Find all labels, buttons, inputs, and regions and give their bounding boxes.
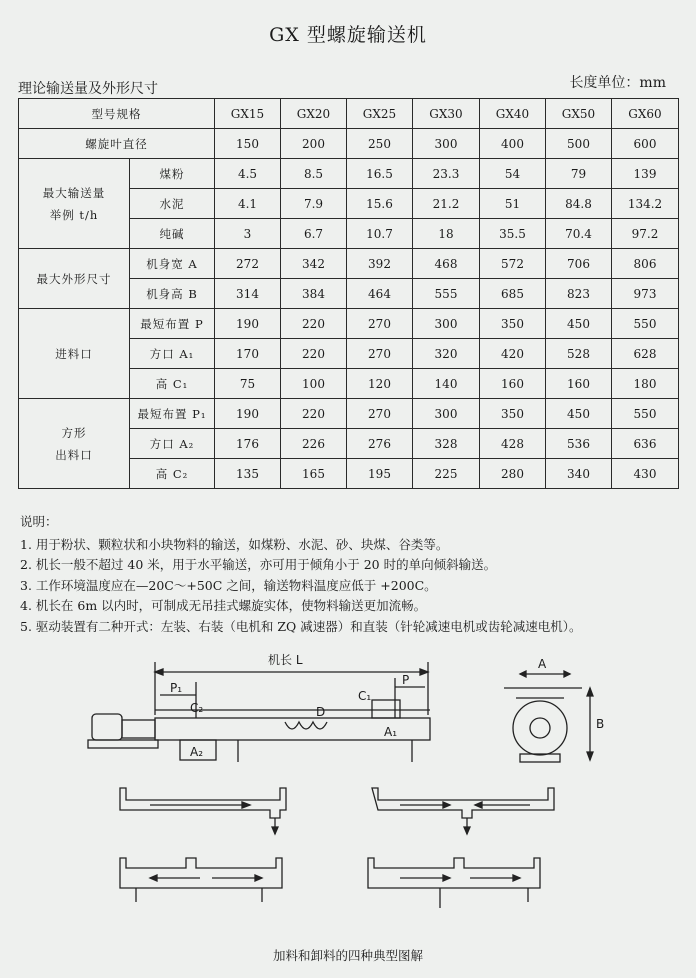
table-cell: 280 — [480, 459, 546, 489]
table-cell: 340 — [546, 459, 612, 489]
p-label: P — [402, 673, 410, 687]
table-cell: 300 — [413, 129, 480, 159]
layout-diagram-2 — [372, 788, 554, 834]
table-cell: 528 — [546, 339, 612, 369]
model-cell: GX40 — [480, 99, 546, 129]
table-cell: 270 — [347, 399, 413, 429]
table-cell: 276 — [347, 429, 413, 459]
group-label — [19, 309, 130, 399]
model-cell: GX30 — [413, 99, 480, 129]
inlet-port — [372, 700, 400, 718]
table-cell: 225 — [413, 459, 480, 489]
table-cell: 140 — [413, 369, 480, 399]
table-cell: 428 — [480, 429, 546, 459]
table-cell: 384 — [281, 279, 347, 309]
table-cell: 3 — [215, 219, 281, 249]
table-cell: 450 — [546, 309, 612, 339]
table-cell: 16.5 — [347, 159, 413, 189]
table-cell: 7.9 — [281, 189, 347, 219]
table-cell: 464 — [347, 279, 413, 309]
table-cell: 220 — [281, 399, 347, 429]
table-cell: 572 — [480, 249, 546, 279]
table-cell: 314 — [215, 279, 281, 309]
model-cell: GX20 — [281, 99, 347, 129]
table-cell: 160 — [546, 369, 612, 399]
a2-label: A₂ — [190, 745, 204, 759]
gearbox — [122, 720, 155, 738]
table-cell: 272 — [215, 249, 281, 279]
model-cell: GX60 — [612, 99, 679, 129]
screw-flight — [285, 722, 327, 729]
table-header-row — [19, 99, 679, 129]
table-cell: 180 — [612, 369, 679, 399]
note-item: 2. 机长一般不超过 40 米，用于水平输送，亦可用于倾角小于 20 时的单向倾斜输送。 — [20, 557, 497, 572]
drive-base — [88, 740, 158, 748]
table-cell: 250 — [347, 129, 413, 159]
table-cell: 176 — [215, 429, 281, 459]
table-cell: 190 — [215, 309, 281, 339]
table-cell: 536 — [546, 429, 612, 459]
table-cell: 75 — [215, 369, 281, 399]
group-label-line: 举例 t/h — [49, 207, 99, 222]
table-cell: 135 — [215, 459, 281, 489]
table-cell: 636 — [612, 429, 679, 459]
table-row — [19, 309, 679, 339]
table-cell: 170 — [215, 339, 281, 369]
table-cell: 23.3 — [413, 159, 480, 189]
cross-section — [504, 671, 593, 762]
table-cell: 270 — [347, 339, 413, 369]
table-cell: 400 — [480, 129, 546, 159]
table-cell: 342 — [281, 249, 347, 279]
table-cell: 21.2 — [413, 189, 480, 219]
table-cell: 200 — [281, 129, 347, 159]
table-cell: 430 — [612, 459, 679, 489]
group-label — [19, 399, 130, 489]
c1-label: C₁ — [358, 689, 372, 703]
table-cell: 550 — [612, 399, 679, 429]
model-cell: GX15 — [215, 99, 281, 129]
table-cell: 300 — [413, 309, 480, 339]
table-subtitle: 理论输送量及外形尺寸 — [18, 81, 158, 97]
layout-diagram-4 — [368, 858, 540, 908]
c2-label: C₂ — [190, 701, 204, 715]
motor — [92, 714, 122, 740]
table-cell: 195 — [347, 459, 413, 489]
row-label: 方口 A₂ — [130, 429, 215, 459]
row-label: 最短布置 P — [130, 309, 215, 339]
table-row — [19, 249, 679, 279]
b-label: B — [596, 717, 605, 731]
table-cell: 420 — [480, 339, 546, 369]
d-label: D — [316, 705, 326, 719]
table-cell: 600 — [612, 129, 679, 159]
a-label: A — [538, 657, 547, 671]
table-cell: 806 — [612, 249, 679, 279]
table-cell: 54 — [480, 159, 546, 189]
table-cell: 628 — [612, 339, 679, 369]
table-cell: 550 — [612, 309, 679, 339]
note-item: 4. 机长在 6m 以内时，可制成无吊挂式螺旋实体，使物料输送更加流畅。 — [20, 598, 427, 613]
model-cell: GX50 — [546, 99, 612, 129]
table-cell: 300 — [413, 399, 480, 429]
table-cell: 350 — [480, 309, 546, 339]
group-label — [19, 159, 130, 249]
unit-label: 长度单位：mm — [569, 75, 666, 91]
row-label: 机身宽 A — [130, 249, 215, 279]
table-cell: 350 — [480, 399, 546, 429]
table-cell: 134.2 — [612, 189, 679, 219]
table-cell: 500 — [546, 129, 612, 159]
table-cell: 450 — [546, 399, 612, 429]
table-cell: 150 — [215, 129, 281, 159]
notes-section — [20, 512, 582, 637]
table-cell: 15.6 — [347, 189, 413, 219]
figure-caption: 加料和卸料的四种典型图解 — [272, 948, 423, 963]
notes-heading: 说明： — [20, 514, 58, 529]
table-cell: 120 — [347, 369, 413, 399]
table-cell: 392 — [347, 249, 413, 279]
group-label — [19, 249, 130, 309]
group-label-line: 最大外形尺寸 — [36, 271, 112, 286]
table-cell: 320 — [413, 339, 480, 369]
model-cell: GX25 — [347, 99, 413, 129]
table-cell: 100 — [281, 369, 347, 399]
row-label: 纯碱 — [130, 219, 215, 249]
table-row — [19, 399, 679, 429]
a1-label: A₁ — [384, 725, 398, 739]
table-cell: 79 — [546, 159, 612, 189]
table-cell: 220 — [281, 339, 347, 369]
table-cell: 4.5 — [215, 159, 281, 189]
note-item: 1. 用于粉状、颗粒状和小块物料的输送，如煤粉、水泥、砂、块煤、谷类等。 — [20, 536, 449, 552]
group-label-line: 最大输送量 — [42, 185, 106, 200]
row-label: 最短布置 P₁ — [130, 399, 215, 429]
spec-table — [18, 98, 679, 489]
table-row — [19, 159, 679, 189]
table-cell: 8.5 — [281, 159, 347, 189]
table-cell: 70.4 — [546, 219, 612, 249]
layout-diagram-1 — [120, 788, 286, 834]
group-label-line: 进料口 — [55, 346, 93, 361]
table-cell: 706 — [546, 249, 612, 279]
table-cell: 270 — [347, 309, 413, 339]
table-cell: 555 — [413, 279, 480, 309]
table-cell: 97.2 — [612, 219, 679, 249]
row-label: 机身高 B — [130, 279, 215, 309]
note-item: 3. 工作环境温度应在—20C～+50C 之间，输送物料温度应低于 +200C。 — [20, 577, 437, 593]
table-groups — [19, 159, 679, 489]
page-title: GX 型螺旋输送机 — [269, 24, 427, 46]
row-label: 高 C₁ — [130, 369, 215, 399]
table-cell: 973 — [612, 279, 679, 309]
table-cell: 139 — [612, 159, 679, 189]
table-cell: 84.8 — [546, 189, 612, 219]
header-label: 型号规格 — [19, 99, 215, 129]
group-label-line: 出料口 — [55, 447, 93, 462]
row-label: 煤粉 — [130, 159, 215, 189]
row-label: 方口 A₁ — [130, 339, 215, 369]
table-cell: 685 — [480, 279, 546, 309]
table-cell: 823 — [546, 279, 612, 309]
row-label: 螺旋叶直径 — [19, 129, 215, 159]
table-cell: 220 — [281, 309, 347, 339]
table-cell: 165 — [281, 459, 347, 489]
group-label-line: 方形 — [61, 425, 87, 440]
layout-diagram-3 — [120, 858, 282, 902]
table-row — [19, 129, 679, 159]
table-cell: 328 — [413, 429, 480, 459]
row-label: 高 C₂ — [130, 459, 215, 489]
note-item: 5. 驱动装置有二种开式：左装、右装（电机和 ZQ 减速器）和直装（针轮减速电机或齿轮减速电机）。 — [20, 618, 582, 634]
length-label: 机长 L — [268, 653, 303, 667]
table-cell: 18 — [413, 219, 480, 249]
table-cell: 226 — [281, 429, 347, 459]
table-cell: 51 — [480, 189, 546, 219]
p1-label: P₁ — [170, 681, 183, 695]
table-cell: 4.1 — [215, 189, 281, 219]
table-cell: 10.7 — [347, 219, 413, 249]
table-cell: 6.7 — [281, 219, 347, 249]
table-cell: 468 — [413, 249, 480, 279]
table-cell: 160 — [480, 369, 546, 399]
row-label: 水泥 — [130, 189, 215, 219]
table-cell: 190 — [215, 399, 281, 429]
conveyor-drawing — [0, 640, 696, 940]
table-cell: 35.5 — [480, 219, 546, 249]
